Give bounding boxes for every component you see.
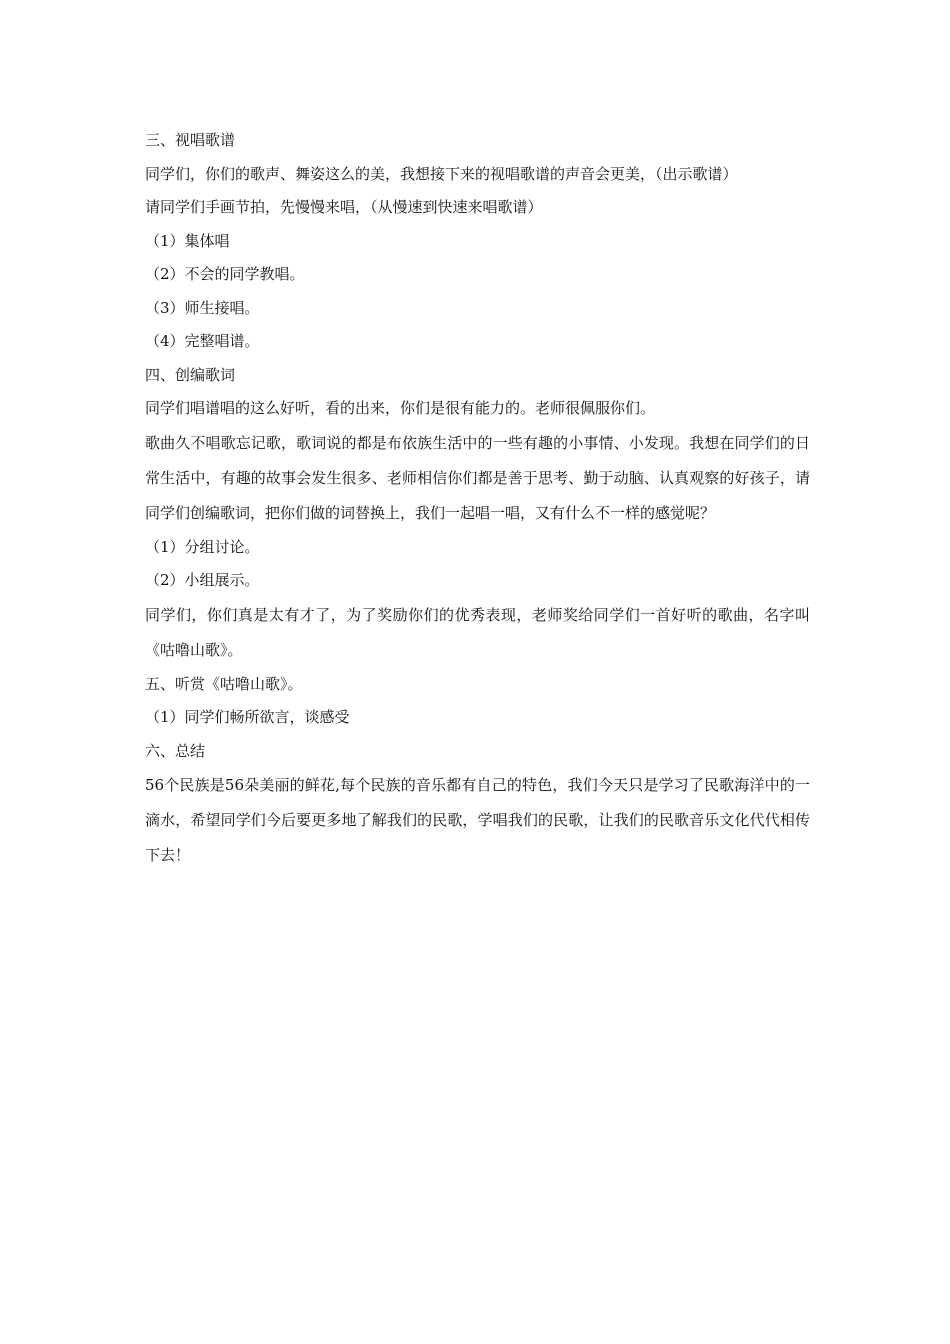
list-item: （1）同学们畅所欲言，谈感受 <box>145 708 350 726</box>
section4-text-line-1: 同学们唱谱唱的这么好听，看的出来，你们是很有能力的。老师很佩服你们。 <box>145 399 656 417</box>
section-heading-4: 四、创编歌词 <box>145 365 236 384</box>
list-item: （2）小组展示。 <box>145 571 260 589</box>
list-item: （3）师生接唱。 <box>145 298 260 317</box>
list-item: （1）集体唱 <box>145 231 230 250</box>
section-heading-3: 三、视唱歌谱 <box>145 131 236 149</box>
section-heading-5: 五、听赏《咕噜山歌》。 <box>145 674 303 693</box>
section6-paragraph: 56个民族是56朵美丽的鲜花,每个民族的音乐都有自己的特色，我们今天只是学习了民歌海洋中的一滴水，希望同学们今后要更多地了解我们的民歌，学唱我们的民歌，让我们的民歌音乐文化代代相传下去！ <box>145 776 810 864</box>
section-heading-6: 六、总结 <box>145 741 206 760</box>
document-body <box>145 124 810 873</box>
list-item: （2）不会的同学教唱。 <box>145 265 305 283</box>
section4-paragraph: 歌曲久不唱歌忘记歌，歌词说的都是布依族生活中的一些有趣的小事情、小发现。我想在同学们的日常生活中，有趣的故事会发生很多、老师相信你们都是善于思考、勤于动脑、认真观察的好孩子，请同学们创编歌词，把你们做的词替换上，我们一起唱一唱，又有什么不一样的感觉呢？ <box>145 433 810 522</box>
list-item: （1）分组讨论。 <box>145 537 260 556</box>
list-item: （4）完整唱谱。 <box>145 332 260 350</box>
section4-closing-paragraph: 同学们，你们真是太有才了，为了奖励你们的优秀表现，老师奖给同学们一首好听的歌曲，名字叫《咕噜山歌》。 <box>145 605 810 659</box>
section3-text-line-1: 同学们，你们的歌声、舞姿这么的美，我想接下来的视唱歌谱的声音会更美，（出示歌谱） <box>145 164 738 183</box>
section3-text-line-2: 请同学们手画节拍，先慢慢来唱，（从慢速到快速来唱歌谱） <box>145 198 543 216</box>
